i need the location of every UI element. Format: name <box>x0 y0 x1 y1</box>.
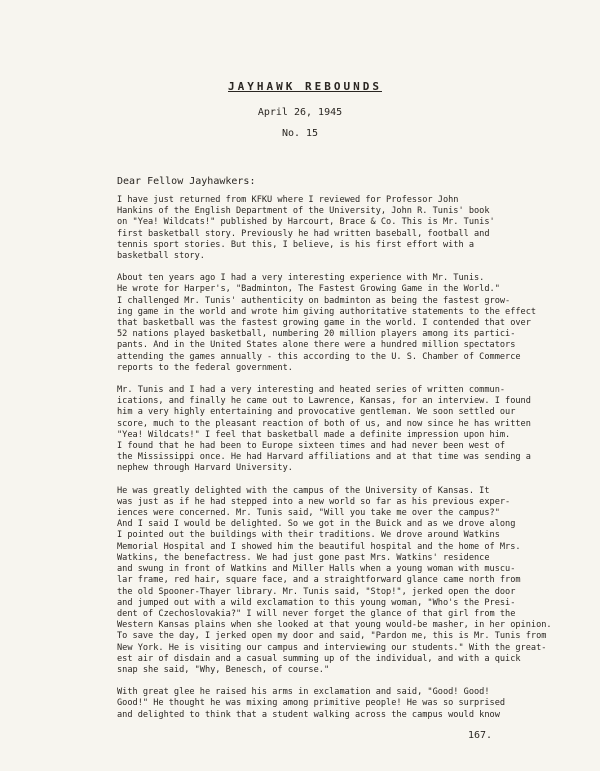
paragraph-4: He was greatly delighted with the campus of the University of Kansas. It was just as if he had stepped into a new world so far as his previous exper- iences were concerned. Mr. Tunis said, "Will you take me over the campus?" And I said I would be delighted. So we got in the Buick and as we drove along I pointed out the buildings with their traditions. We drove around Watkins Memorial Hospital and I showed him the beautiful hospital and the home of Mrs. Watkins, the benefactress. We had just gone past Mrs. Watkins' residence and swung in front of Watkins and Miller Halls when a young woman with muscu- lar frame, red hair, square face, and a straightforward glance came north from the old Spooner-Thayer library. Mr. Tunis said, "Stop!", jerked open the door and jumped out with a wild exclamation to this young woman, "Who's the Presi- dent of Czechoslovakia?" I will never forget the glance of that girl from the Western Kansas plains when she looked at that young would-be masher, in her opinion. To save the day, I jerked open my door and said, "Pardon me, this is Mr. Tunis from New York. He is visiting our campus and interviewing our students." With the great- est air of disdain and a casual summing up of the individual, and with a quick snap she said, "Why, Benesch, of course." <box>117 485 552 675</box>
issue-number: No. 15 <box>281 128 319 139</box>
page-number: 167. <box>468 730 493 741</box>
letter-header <box>0 80 600 139</box>
paragraph-5: With great glee he raised his arms in exclamation and said, "Good! Good! Good!" He thought he was mixing among primitive people! He was so surprised and delighted to think that a student walking across the campus would know <box>117 687 506 720</box>
letter-date: April 26, 1945 <box>257 107 343 118</box>
paragraph-2: About ten years ago I had a very interesting experience with Mr. Tunis. He wrote for Harper's, "Badminton, The Fastest Growing Game in the World." I challenged Mr. Tunis' authenticity on badminton as being the fastest grow- ing game in the world and wrote him giving authoritative statements to the effect that basketball was the fastest growing game in the world. I contended that over 52 nations played basketball, numbering 20 million players among its partici- pants. And in the United States alone there were a hundred million spectators attending the games annually - this according to the U. S. Chamber of Commerce reports to the federal government. <box>117 273 537 373</box>
paragraph-3: Mr. Tunis and I had a very interesting and heated series of written commun- ications, and finally he came out to Lawrence, Kansas, for an interview. I found him a very highly entertaining and provocative gentleman. We soon settled our score, much to the pleasant reaction of both of us, and now since he has written "Yea! Wildcats!" I feel that basketball made a definite impression upon him. I found that he had been to Europe sixteen times and had never been west of the Mississippi once. He had Harvard affiliations and at that time was sending a nephew through Harvard University. <box>117 385 531 474</box>
salutation: Dear Fellow Jayhawkers: <box>117 176 256 187</box>
paragraph-1: I have just returned from KFKU where I reviewed for Professor John Hankins of the English Department of the University, John R. Tunis' book on "Yea! Wildcats!" published by Harcourt, Brace & Co. This is Mr. Tunis' first basketball story. Previously he had written baseball, football and tennis sport stories. But this, I believe, is his first effort with a basketball story. <box>117 195 495 262</box>
newsletter-title: JAYHAWK REBOUNDS <box>228 80 382 93</box>
letter-body <box>117 195 557 732</box>
